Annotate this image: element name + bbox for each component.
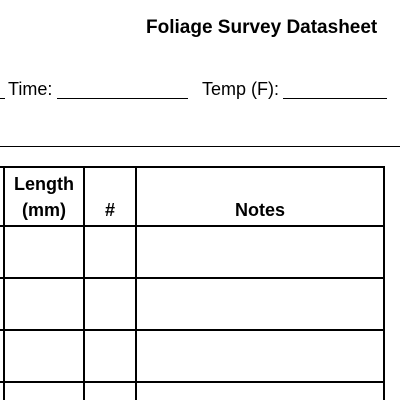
time-label: Time: — [8, 79, 53, 99]
table-cell[interactable] — [4, 226, 84, 278]
table-cell[interactable] — [84, 226, 136, 278]
table-cell[interactable] — [84, 330, 136, 382]
table-cell[interactable] — [4, 382, 84, 400]
header-cell-length — [4, 167, 84, 226]
table-row — [0, 382, 384, 400]
temp-field[interactable] — [283, 79, 387, 99]
table-cell[interactable] — [84, 382, 136, 400]
table-cell[interactable] — [136, 226, 384, 278]
header-length-label: Length — [14, 173, 74, 194]
table-row — [0, 226, 384, 278]
table-cell[interactable] — [4, 278, 84, 330]
table-header-row — [0, 167, 384, 226]
header-length-unit: (mm) — [22, 199, 66, 220]
table-cell[interactable] — [136, 330, 384, 382]
sheet-title: Foliage Survey Datasheet — [146, 17, 378, 38]
table-cell[interactable] — [136, 382, 384, 400]
time-field[interactable] — [57, 79, 188, 99]
table-row — [0, 330, 384, 382]
survey-table — [0, 166, 385, 400]
table-cell[interactable] — [136, 278, 384, 330]
blank-line-field[interactable] — [0, 146, 400, 147]
temp-label: Temp (F): — [202, 79, 280, 99]
partial-field-blank[interactable] — [0, 79, 5, 99]
header-cell-notes: Notes — [136, 167, 384, 226]
table-cell[interactable] — [4, 330, 84, 382]
header-cell-count: # — [84, 167, 136, 226]
table-row — [0, 278, 384, 330]
table-cell[interactable] — [84, 278, 136, 330]
